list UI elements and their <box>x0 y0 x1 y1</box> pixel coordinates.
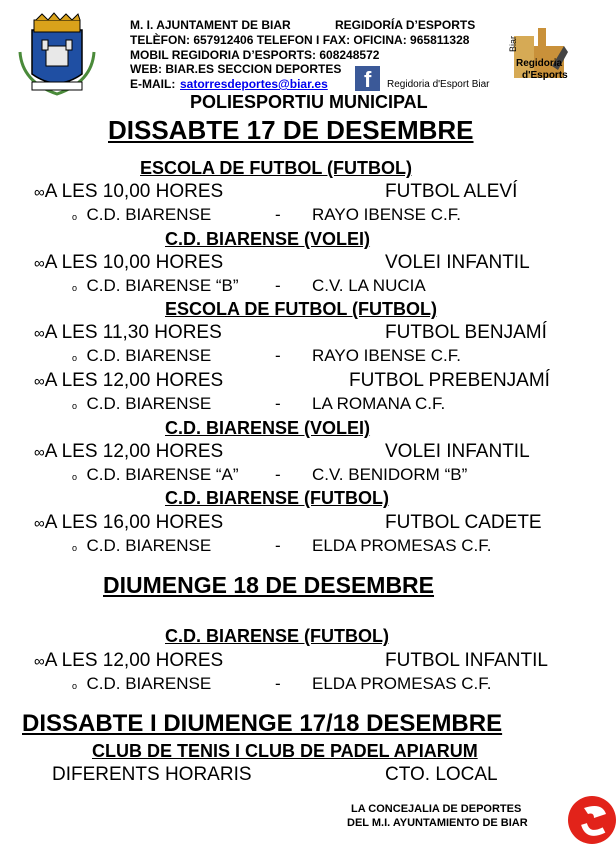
match-category: FUTBOL ALEVÍ <box>385 181 518 202</box>
header-ajuntament: M. I. AJUNTAMENT DE BIAR <box>130 18 291 32</box>
match-category: FUTBOL CADETE <box>385 512 542 533</box>
infinity-bullet-icon: ∞ <box>34 184 45 201</box>
section-heading: C.D. BIARENSE (VOLEI) <box>165 229 371 249</box>
home-team: C.D. BIARENSE “A” <box>86 465 239 484</box>
venue-title: POLIESPORTIU MUNICIPAL <box>190 92 428 112</box>
infinity-bullet-icon: ∞ <box>34 444 45 461</box>
home-team: C.D. BIARENSE <box>86 394 212 413</box>
circle-bullet-icon: o <box>72 283 78 293</box>
match-time: A LES 10,00 HORES <box>44 181 224 202</box>
away-team: ELDA PROMESAS C.F. <box>312 674 492 693</box>
match-time: A LES 10,00 HORES <box>44 252 224 273</box>
match-time-row <box>34 650 223 672</box>
email-link[interactable]: satorresdeportes@biar.es <box>180 77 328 91</box>
away-team: C.V. BENIDORM “B” <box>312 465 468 484</box>
regidoria-logo-line2: Regidoria <box>516 58 563 69</box>
competition-label: CTO. LOCAL <box>385 764 498 785</box>
section-heading: C.D. BIARENSE (VOLEI) <box>165 418 371 438</box>
match-category: VOLEI INFANTIL <box>385 252 530 273</box>
match-time: A LES 11,30 HORES <box>44 322 222 343</box>
match-row <box>72 465 239 485</box>
match-time: A LES 12,00 HORES <box>44 370 224 391</box>
header-web: WEB: BIAR.ES SECCION DEPORTES <box>130 62 342 76</box>
day1-title: DISSABTE 17 DE DESEMBRE <box>108 115 474 145</box>
match-separator: - <box>275 346 281 365</box>
match-separator: - <box>275 394 281 413</box>
infinity-bullet-icon: ∞ <box>34 255 45 272</box>
regidoria-logo-line3: d'Esports <box>522 70 568 81</box>
home-team: C.D. BIARENSE “B” <box>86 276 239 295</box>
match-separator: - <box>275 536 281 555</box>
match-row <box>72 536 211 556</box>
section-heading: C.D. BIARENSE (FUTBOL) <box>165 626 389 646</box>
match-separator: - <box>275 465 281 484</box>
infinity-bullet-icon: ∞ <box>34 653 45 670</box>
circle-bullet-icon: o <box>72 212 78 222</box>
match-time: A LES 12,00 HORES <box>44 441 224 462</box>
facebook-page-label: Regidoria d'Esport Biar <box>387 79 490 90</box>
regidoria-logo-biar: Biar <box>508 36 518 53</box>
section-heading: C.D. BIARENSE (FUTBOL) <box>165 488 389 508</box>
away-team: ELDA PROMESAS C.F. <box>312 536 492 555</box>
match-time-row <box>34 322 222 344</box>
match-row <box>72 276 239 296</box>
section-heading: ESCOLA DE FUTBOL (FUTBOL) <box>140 158 412 178</box>
away-team: RAYO IBENSE C.F. <box>312 205 461 224</box>
schedule-note: DIFERENTS HORARIS <box>52 764 252 785</box>
match-time: A LES 16,00 HORES <box>44 512 224 533</box>
footer-line1: LA CONCEJALIA DE DEPORTES <box>351 803 522 815</box>
match-row <box>72 346 211 366</box>
header-regidoria: REGIDORÍA D’ESPORTS <box>335 18 476 32</box>
match-time-row <box>34 441 223 463</box>
match-separator: - <box>275 276 281 295</box>
regidoria-logo <box>508 22 576 90</box>
circle-bullet-icon: o <box>72 681 78 691</box>
circle-bullet-icon: o <box>72 353 78 363</box>
match-row <box>72 205 211 225</box>
match-time-row <box>34 181 223 203</box>
match-category: VOLEI INFANTIL <box>385 441 530 462</box>
header-email-label: E-MAIL: <box>130 77 176 91</box>
away-team: C.V. LA NUCIA <box>312 276 426 295</box>
infinity-bullet-icon: ∞ <box>34 373 45 390</box>
match-time-row <box>34 512 223 534</box>
away-team: RAYO IBENSE C.F. <box>312 346 461 365</box>
infinity-bullet-icon: ∞ <box>34 515 45 532</box>
day2-title: DIUMENGE 18 DE DESEMBRE <box>103 572 435 598</box>
match-category: FUTBOL PREBENJAMÍ <box>349 370 550 391</box>
match-category: FUTBOL BENJAMÍ <box>385 322 547 343</box>
circle-bullet-icon: o <box>72 472 78 482</box>
match-separator: - <box>275 674 281 693</box>
infinity-bullet-icon: ∞ <box>34 325 45 342</box>
circle-bullet-icon: o <box>72 401 78 411</box>
match-time-row <box>34 252 223 274</box>
both-days-title: DISSABTE I DIUMENGE 17/18 DESEMBRE <box>22 710 503 737</box>
footer-line2: DEL M.I. AYUNTAMIENTO DE BIAR <box>347 817 528 829</box>
match-row <box>72 394 211 414</box>
header-phones: TELÈFON: 657912406 TELEFON I FAX: OFICINA: 965811328 <box>130 33 470 47</box>
home-team: C.D. BIARENSE <box>86 674 212 693</box>
home-team: C.D. BIARENSE <box>86 536 212 555</box>
match-category: FUTBOL INFANTIL <box>385 650 548 671</box>
section-heading: ESCOLA DE FUTBOL (FUTBOL) <box>165 299 437 319</box>
tennis-padel-heading: CLUB DE TENIS I CLUB DE PADEL APIARUM <box>92 741 478 761</box>
match-row <box>72 674 211 694</box>
corner-logo <box>564 794 616 844</box>
away-team: LA ROMANA C.F. <box>312 394 446 413</box>
match-time-row <box>34 370 223 392</box>
match-time: A LES 12,00 HORES <box>44 650 224 671</box>
match-separator: - <box>275 205 281 224</box>
home-team: C.D. BIARENSE <box>86 346 212 365</box>
home-team: C.D. BIARENSE <box>86 205 212 224</box>
coat-of-arms-logo <box>12 12 102 98</box>
circle-bullet-icon: o <box>72 543 78 553</box>
facebook-icon[interactable]: f <box>355 66 380 91</box>
header-mobile: MOBIL REGIDORIA D’ESPORTS: 608248572 <box>130 48 380 62</box>
